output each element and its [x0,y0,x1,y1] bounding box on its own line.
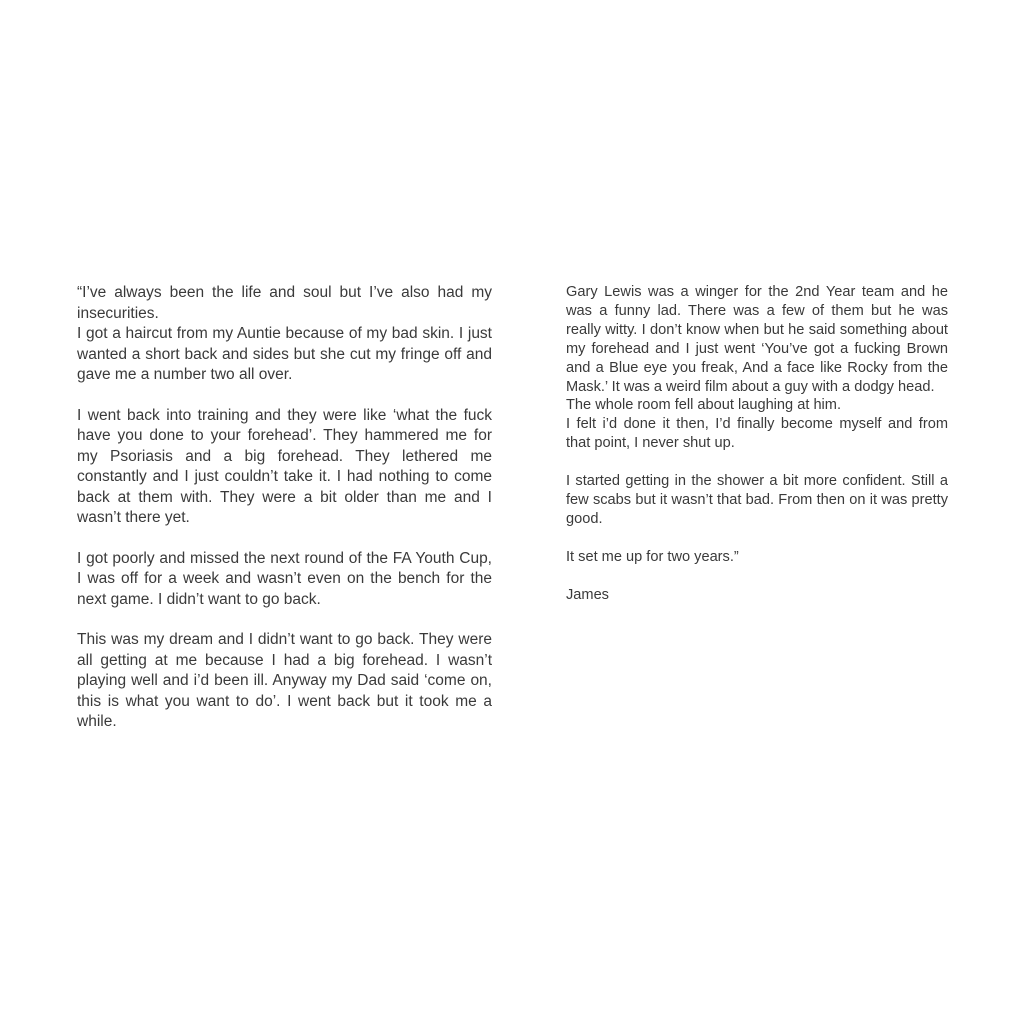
text-line: I got poorly and missed the next round of the FA Youth Cup, I was off for a week and wasn’t even on the bench for the next game. I didn’t want to go back. [77,549,492,608]
paragraph [566,472,948,529]
text-line: It set me up for two years.” [566,548,739,565]
paragraph [77,283,492,386]
text-line: This was my dream and I didn’t want to go back. They were all getting at me because I had a big forehead. I wasn’t playing well and i’d been ill. Anyway my Dad said ‘come on, this is what you want to do’. I went back but it took me a while. [77,631,492,730]
author-signature: James [566,586,609,603]
text-line: I felt i’d done it then, I’d finally become myself and from that point, I never shut up. [566,416,948,452]
paragraph [77,630,492,733]
text-line: I got a haircut from my Auntie because of my bad skin. I just wanted a short back and sides but she cut my fringe off and gave me a number two all over. [77,325,492,383]
text-line: I went back into training and they were like ‘what the fuck have you done to your forehead’. They hammered me for my Psoriasis and a big forehead. They lethered me constantly and I just couldn’t take it. I had nothing to come back at them with. They were a bit older than me and I wasn’t there yet. [77,406,492,526]
paragraph [566,548,948,567]
text-line: “I’ve always been the life and soul but I’ve also had my insecurities. [77,284,492,322]
text-line: The whole room fell about laughing at him. [566,397,842,414]
text-line: Gary Lewis was a winger for the 2nd Year team and he was a funny lad. There was a few of them but he was really witty. I don’t know when but he said something about my forehead and I just went ‘You’ve got a fucking Brown and a Blue eye you freak, And a face like Rocky from the Mask.’ It was a weird film about a guy with a dodgy head. [566,284,948,395]
left-text-column [77,283,492,753]
text-line: I started getting in the shower a bit more confident. Still a few scabs but it wasn’t that bad. From then on it was pretty good. [566,473,948,527]
right-text-column [566,283,948,605]
paragraph [77,549,492,611]
paragraph [566,283,948,453]
paragraph [77,406,492,529]
